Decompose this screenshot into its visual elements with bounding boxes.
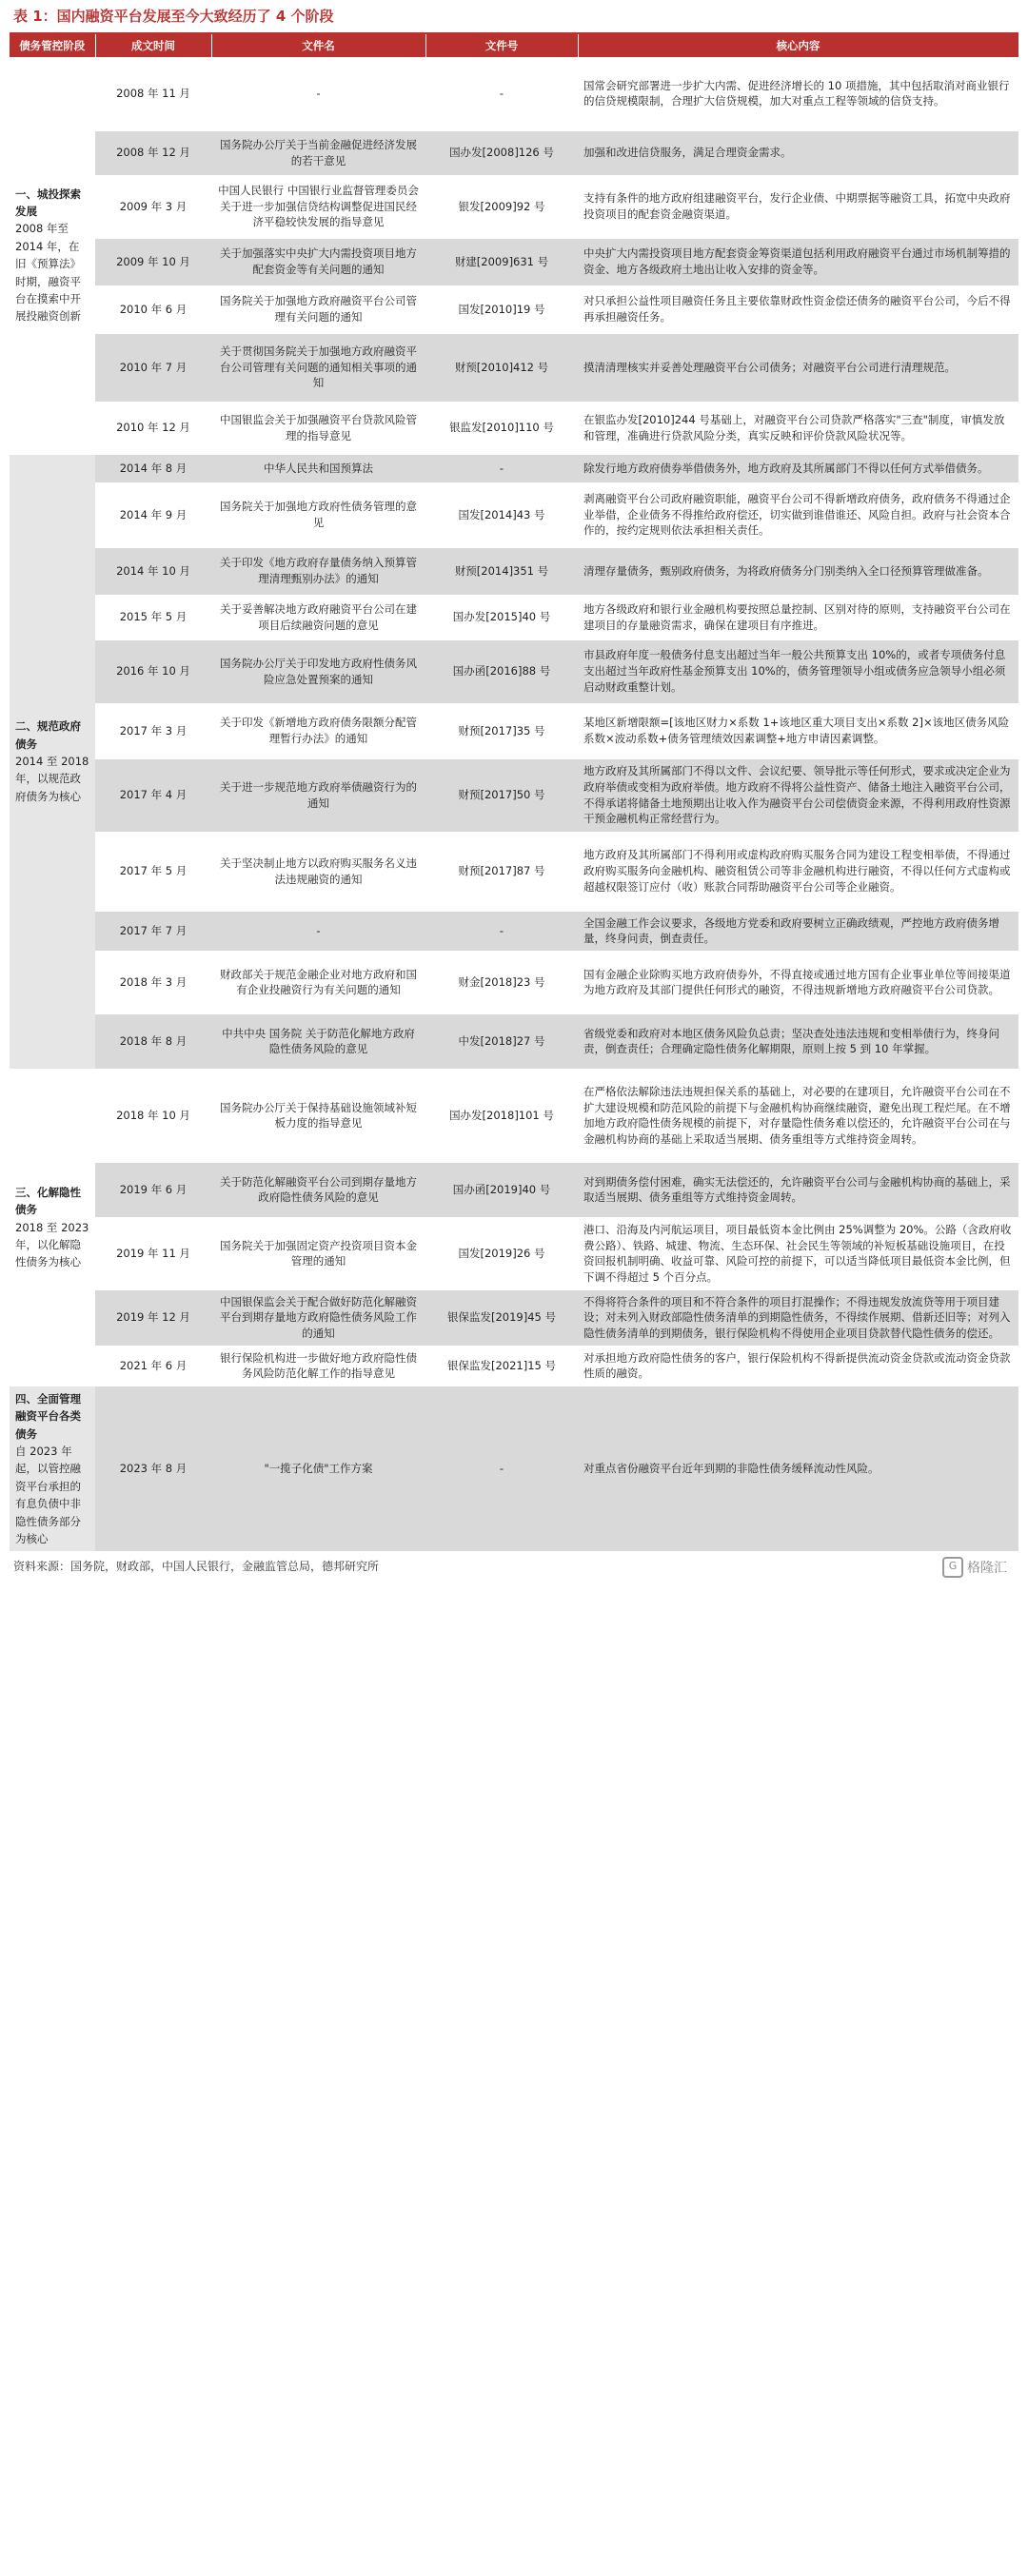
cell-date: 2017 年 3 月 — [95, 703, 211, 758]
cell-date: 2014 年 8 月 — [95, 454, 211, 482]
table-row — [10, 333, 1018, 402]
table-header-row — [10, 34, 1018, 57]
cell-date: 2014 年 9 月 — [95, 482, 211, 547]
cell-document-name: 关于妥善解决地方政府融资平台公司在建项目后续融资问题的意见 — [211, 595, 425, 639]
cell-document-number: 银保监发[2021]15 号 — [425, 1346, 578, 1386]
cell-document-name: 中华人民共和国预算法 — [211, 454, 425, 482]
cell-document-number: 财预[2010]412 号 — [425, 333, 578, 402]
cell-document-number: 国办发[2015]40 号 — [425, 595, 578, 639]
table-row — [10, 1069, 1018, 1162]
table-title: 表 1：国内融资平台发展至今大致经历了 4 个阶段 — [10, 0, 1018, 34]
cell-document-number: - — [425, 454, 578, 482]
cell-core-content: 摸清清理核实并妥善处理融资平台公司债务；对融资平台公司进行清理规范。 — [578, 333, 1018, 402]
cell-document-number: - — [425, 911, 578, 951]
cell-document-name: 中国银监会关于加强融资平台贷款风险管理的指导意见 — [211, 402, 425, 454]
cell-core-content: 中央扩大内需投资项目地方配套资金筹资渠道包括利用政府融资平台通过市场机制筹措的资金、地方各级政府土地出让收入安排的资金等。 — [578, 238, 1018, 285]
stage-cell — [10, 57, 95, 454]
cell-document-number: 银发[2009]92 号 — [425, 175, 578, 238]
cell-document-name: 国务院办公厅关于印发地方政府性债务风险应急处置预案的通知 — [211, 639, 425, 703]
cell-date: 2017 年 5 月 — [95, 832, 211, 911]
cell-core-content: 某地区新增限额=[该地区财力×系数 1+该地区重大项目支出×系数 2]×该地区债务风险系数×波动系数+债务管理绩效因素调整+地方申请因素调整。 — [578, 703, 1018, 758]
cell-date: 2018 年 10 月 — [95, 1069, 211, 1162]
cell-core-content: 国常会研究部署进一步扩大内需、促进经济增长的 10 项措施，其中包括取消对商业银行的信贷规模限制，合理扩大信贷规模，加大对重点工程等领域的信贷支持。 — [578, 57, 1018, 130]
table-row — [10, 911, 1018, 951]
cell-document-number: 银监发[2010]110 号 — [425, 402, 578, 454]
watermark — [942, 1557, 1007, 1578]
cell-document-number: 财预[2017]87 号 — [425, 832, 578, 911]
cell-date: 2023 年 8 月 — [95, 1386, 211, 1552]
table-row — [10, 595, 1018, 639]
cell-document-number: 中发[2018]27 号 — [425, 1013, 578, 1069]
table-row — [10, 454, 1018, 482]
header-name: 文件名 — [211, 34, 425, 57]
cell-document-name: 关于进一步规范地方政府举债融资行为的通知 — [211, 758, 425, 832]
gelonghui-logo-icon: G — [942, 1557, 963, 1578]
cell-date: 2010 年 6 月 — [95, 285, 211, 333]
cell-document-number: 财预[2017]50 号 — [425, 758, 578, 832]
stage-cell — [10, 454, 95, 1069]
table-row — [10, 951, 1018, 1013]
stage-title: 四、全面管理融资平台各类债务 — [15, 1391, 81, 1441]
table-row — [10, 1386, 1018, 1552]
header-number: 文件号 — [425, 34, 578, 57]
cell-date: 2008 年 12 月 — [95, 130, 211, 175]
cell-date: 2018 年 8 月 — [95, 1013, 211, 1069]
stage-description: 自 2023 年起，以管控融资平台承担的有息负债中非隐性债务部分为核心 — [15, 1445, 81, 1546]
cell-core-content: 对重点省份融资平台近年到期的非隐性债务缓释流动性风险。 — [578, 1386, 1018, 1552]
cell-core-content: 地方政府及其所属部门不得利用或虚构政府购买服务合同为建设工程变相举债，不得通过政府购买服务向金融机构、融资租赁公司等非金融机构进行融资，不得以任何方式虚构或超越权限签订应付（收）账款合同帮助融资平台公司等企业融资。 — [578, 832, 1018, 911]
cell-document-number: 财建[2009]631 号 — [425, 238, 578, 285]
table-row — [10, 238, 1018, 285]
document-page — [10, 0, 1018, 1577]
table-row — [10, 130, 1018, 175]
cell-document-name: 中国人民银行 中国银行业监督管理委员会 关于进一步加强信贷结构调整促进国民经济平稳较快发展的指导意见 — [211, 175, 425, 238]
cell-core-content: 港口、沿海及内河航运项目，项目最低资本金比例由 25%调整为 20%。公路（含政府收费公路）、铁路、城建、物流、生态环保、社会民生等领域的补短板基础设施项目，在投资回报机制明确、收益可靠、风险可控的前提下，可以适当降低项目最低资本金比例，但下调不得超过 5 个百分点。 — [578, 1217, 1018, 1289]
cell-core-content: 剥离融资平台公司政府融资职能，融资平台公司不得新增政府债务，政府债务不得通过企业举借，企业债务不得推给政府偿还，切实做到谁借谁还、风险自担。政府与社会资本合作的，按约定规则依法承担相关责任。 — [578, 482, 1018, 547]
header-content: 核心内容 — [578, 34, 1018, 57]
cell-document-name: 国务院关于加强地方政府融资平台公司管理有关问题的通知 — [211, 285, 425, 333]
cell-date: 2010 年 7 月 — [95, 333, 211, 402]
table-row — [10, 758, 1018, 832]
table-row — [10, 1162, 1018, 1217]
stage-title: 三、化解隐性债务 — [15, 1185, 81, 1217]
cell-core-content: 支持有条件的地方政府组建融资平台，发行企业债、中期票据等融资工具，拓宽中央政府投资项目的配套资金融资渠道。 — [578, 175, 1018, 238]
cell-date: 2010 年 12 月 — [95, 402, 211, 454]
cell-document-name: 国务院关于加强固定资产投资项目资本金管理的通知 — [211, 1217, 425, 1289]
table-row — [10, 1346, 1018, 1386]
cell-date: 2009 年 3 月 — [95, 175, 211, 238]
table-row — [10, 639, 1018, 703]
table-row — [10, 547, 1018, 595]
cell-document-number: 财预[2017]35 号 — [425, 703, 578, 758]
cell-document-number: - — [425, 1386, 578, 1552]
cell-document-name: 关于防范化解融资平台公司到期存量地方政府隐性债务风险的意见 — [211, 1162, 425, 1217]
table-row — [10, 57, 1018, 130]
cell-date: 2016 年 10 月 — [95, 639, 211, 703]
watermark-text: 格隆汇 — [967, 1561, 1007, 1577]
cell-core-content: 对承担地方政府隐性债务的客户，银行保险机构不得新提供流动资金贷款或流动资金贷款性质的融资。 — [578, 1346, 1018, 1386]
source-note: 资料来源：国务院，财政部，中国人民银行，金融监管总局，德邦研究所 — [13, 1560, 380, 1574]
cell-core-content: 地方政府及其所属部门不得以文件、会议纪要、领导批示等任何形式，要求或决定企业为政府举债或变相为政府举债。地方政府不得将公益性资产、储备土地注入融资平台公司，不得承诺将储备土地预期出让收入作为融资平台公司偿债资金来源，不得利用政府性资源干预金融机构正常经营行为。 — [578, 758, 1018, 832]
stage-cell — [10, 1069, 95, 1386]
cell-date: 2021 年 6 月 — [95, 1346, 211, 1386]
cell-date: 2017 年 7 月 — [95, 911, 211, 951]
cell-document-number: 国办函[2019]40 号 — [425, 1162, 578, 1217]
cell-document-name: 中国银保监会关于配合做好防范化解融资平台到期存量地方政府隐性债务风险工作的通知 — [211, 1289, 425, 1346]
cell-document-name: "一揽子化债"工作方案 — [211, 1386, 425, 1552]
cell-date: 2009 年 10 月 — [95, 238, 211, 285]
cell-core-content: 对只承担公益性项目融资任务且主要依靠财政性资金偿还债务的融资平台公司，今后不得再承担融资任务。 — [578, 285, 1018, 333]
cell-document-number: 财预[2014]351 号 — [425, 547, 578, 595]
cell-document-name: 财政部关于规范金融企业对地方政府和国有企业投融资行为有关问题的通知 — [211, 951, 425, 1013]
policy-table — [10, 34, 1019, 1552]
cell-date: 2018 年 3 月 — [95, 951, 211, 1013]
cell-core-content: 在银监办发[2010]244 号基础上，对融资平台公司贷款严格落实"三查"制度，审慎发放和管理，准确进行贷款风险分类，真实反映和评价贷款风险状况等。 — [578, 402, 1018, 454]
cell-document-name: 国务院办公厅关于当前金融促进经济发展的若干意见 — [211, 130, 425, 175]
cell-core-content: 省级党委和政府对本地区债务风险负总责；坚决查处违法违规和变相举债行为，终身问责，倒查责任；合理确定隐性债务化解期限，原则上按 5 到 10 年掌握。 — [578, 1013, 1018, 1069]
cell-core-content: 加强和改进信贷服务，满足合理资金需求。 — [578, 130, 1018, 175]
cell-document-number: 国发[2014]43 号 — [425, 482, 578, 547]
cell-core-content: 清理存量债务，甄别政府债务，为将政府债务分门别类纳入全口径预算管理做准备。 — [578, 547, 1018, 595]
cell-document-name: 国务院关于加强地方政府性债务管理的意见 — [211, 482, 425, 547]
header-stage: 债务管控阶段 — [10, 34, 95, 57]
cell-document-number: 银保监发[2019]45 号 — [425, 1289, 578, 1346]
cell-core-content: 市县政府年度一般债务付息支出超过当年一般公共预算支出 10%的，或者专项债务付息支出超过当年政府性基金预算支出 10%的，债务管理领导小组或债务应急领导小组必须启动财政重整计划。 — [578, 639, 1018, 703]
header-date: 成文时间 — [95, 34, 211, 57]
stage-description: 2014 至 2018 年，以规范政府债务为核心 — [15, 754, 89, 803]
cell-document-number: 国发[2019]26 号 — [425, 1217, 578, 1289]
cell-core-content: 不得将符合条件的项目和不符合条件的项目打混操作；不得违规发放流贷等用于项目建设；对未列入财政部隐性债务清单的到期隐性债务，不得续作展期、借新还旧等；对列入隐性债务清单的到期债务，银行保险机构不得使用企业项目贷款替代隐性债务的偿还。 — [578, 1289, 1018, 1346]
table-row — [10, 1013, 1018, 1069]
cell-core-content: 对到期债务偿付困难，确实无法偿还的，允许融资平台公司与金融机构协商的基础上，采取适当展期、债务重组等方式维持资金周转。 — [578, 1162, 1018, 1217]
cell-date: 2019 年 6 月 — [95, 1162, 211, 1217]
cell-core-content: 全国金融工作会议要求，各级地方党委和政府要树立正确政绩观，严控地方政府债务增量，终身问责，倒查责任。 — [578, 911, 1018, 951]
cell-document-number: - — [425, 57, 578, 130]
table-row — [10, 1289, 1018, 1346]
table-row — [10, 285, 1018, 333]
cell-document-name: 关于坚决制止地方以政府购买服务名义违法违规融资的通知 — [211, 832, 425, 911]
cell-core-content: 地方各级政府和银行业金融机构要按照总量控制、区别对待的原则，支持融资平台公司在建项目的存量融资需求，确保在建项目有序推进。 — [578, 595, 1018, 639]
cell-document-name: 中共中央 国务院 关于防范化解地方政府隐性债务风险的意见 — [211, 1013, 425, 1069]
cell-document-number: 国办发[2018]101 号 — [425, 1069, 578, 1162]
cell-document-number: 国办函[2016]88 号 — [425, 639, 578, 703]
cell-document-name: 银行保险机构进一步做好地方政府隐性债务风险防范化解工作的指导意见 — [211, 1346, 425, 1386]
cell-date: 2008 年 11 月 — [95, 57, 211, 130]
cell-date: 2019 年 11 月 — [95, 1217, 211, 1289]
table-row — [10, 1217, 1018, 1289]
table-row — [10, 402, 1018, 454]
table-row — [10, 175, 1018, 238]
table-row — [10, 482, 1018, 547]
table-row — [10, 832, 1018, 911]
cell-document-name: 关于印发《新增地方政府债务限额分配管理暂行办法》的通知 — [211, 703, 425, 758]
stage-title: 二、规范政府债务 — [15, 719, 81, 751]
cell-document-name: - — [211, 57, 425, 130]
cell-document-name: - — [211, 911, 425, 951]
table-row — [10, 703, 1018, 758]
stage-description: 2018 至 2023 年，以化解隐性债务为核心 — [15, 1220, 89, 1269]
cell-document-name: 关于贯彻国务院关于加强地方政府融资平台公司管理有关问题的通知相关事项的通知 — [211, 333, 425, 402]
cell-date: 2014 年 10 月 — [95, 547, 211, 595]
cell-date: 2019 年 12 月 — [95, 1289, 211, 1346]
stage-description: 2008 年至 2014 年，在旧《预算法》时期，融资平台在摸索中开展投融资创新 — [15, 222, 81, 324]
cell-document-name: 国务院办公厅关于保持基础设施领域补短板力度的指导意见 — [211, 1069, 425, 1162]
cell-document-name: 关于加强落实中央扩大内需投资项目地方配套资金等有关问题的通知 — [211, 238, 425, 285]
cell-document-name: 关于印发《地方政府存量债务纳入预算管理清理甄别办法》的通知 — [211, 547, 425, 595]
cell-date: 2015 年 5 月 — [95, 595, 211, 639]
stage-cell — [10, 1386, 95, 1552]
stage-title: 一、城投探索发展 — [15, 187, 81, 219]
table-body — [10, 57, 1018, 1552]
cell-date: 2017 年 4 月 — [95, 758, 211, 832]
cell-core-content: 国有金融企业除购买地方政府债券外，不得直接或通过地方国有企业事业单位等间接渠道为地方政府及其部门提供任何形式的融资，不得违规新增地方政府融资平台公司贷款。 — [578, 951, 1018, 1013]
cell-document-number: 国发[2010]19 号 — [425, 285, 578, 333]
cell-document-number: 财金[2018]23 号 — [425, 951, 578, 1013]
cell-document-number: 国办发[2008]126 号 — [425, 130, 578, 175]
cell-core-content: 在严格依法解除违法违规担保关系的基础上，对必要的在建项目，允许融资平台公司在不扩大建设规模和防范风险的前提下与金融机构协商继续融资，避免出现工程烂尾。在不增加地方政府隐性债务规模的前提下，对存量隐性债务难以偿还的，允许融资平台公司在与金融机构协商的基础上采取适当展期、债务重组等方式维持资金周转。 — [578, 1069, 1018, 1162]
cell-core-content: 除发行地方政府债券举借债务外，地方政府及其所属部门不得以任何方式举借债务。 — [578, 454, 1018, 482]
